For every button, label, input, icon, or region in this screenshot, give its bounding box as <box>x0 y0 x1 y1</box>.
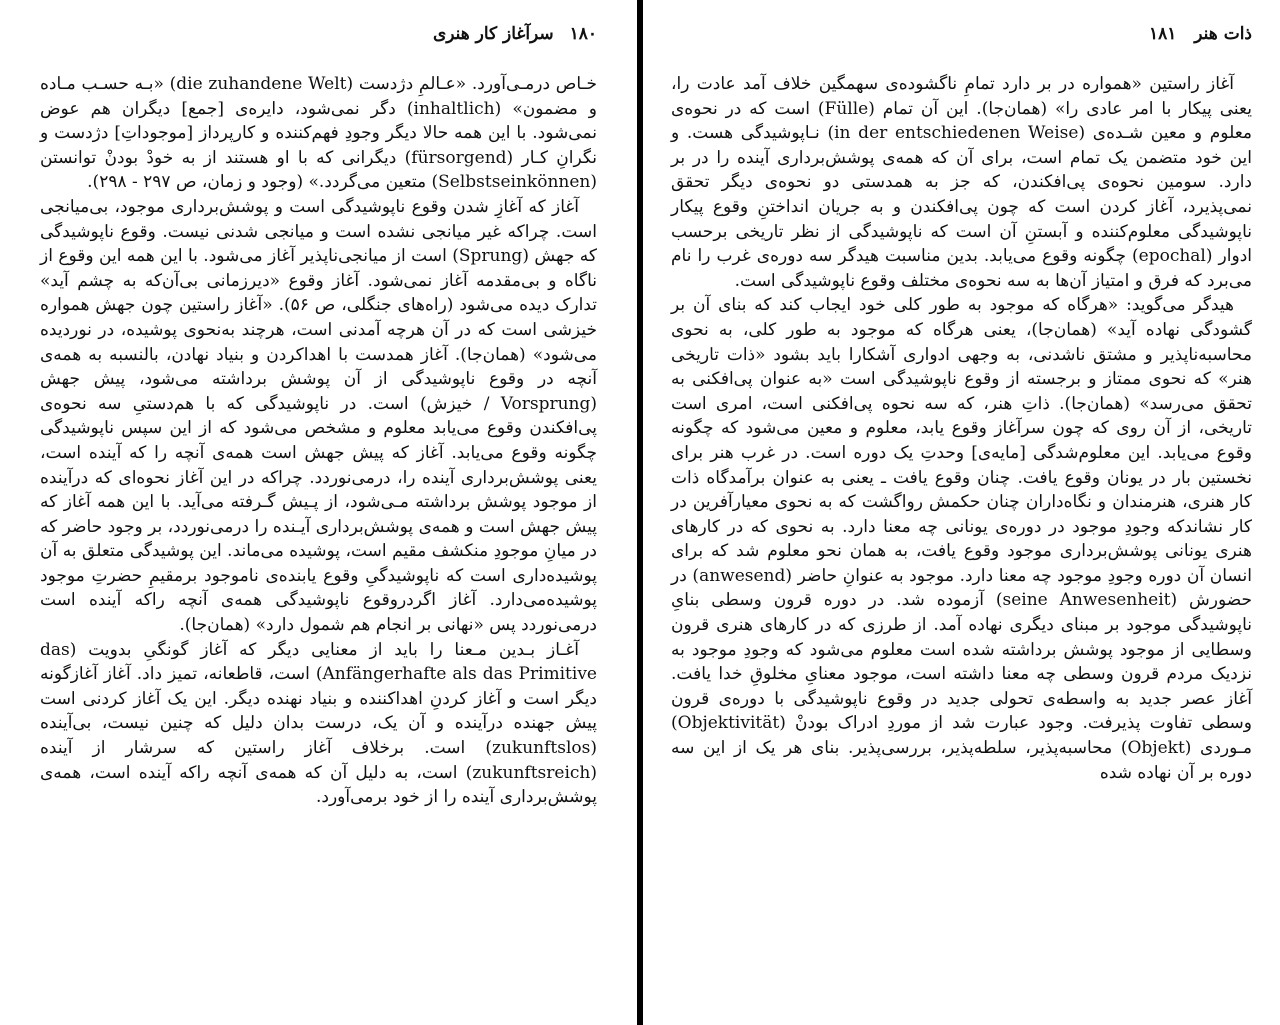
left-paragraph-3: آغـاز بـدین مـعنا را باید از معنایی دیگر که آغاز گونگیِ بدویت (das Anfängerhafte als das Primitive) است، قاطعانه، تمیز داد. آغاز آغازگونه دیگر است و آغاز کردنِ اهداکننده و بنیاد نهنده دیگر. این یک آغاز کردنی است پیش جهنده درآینده و آن یک، درست بدان دلیل که چنین نیست، بی‌آینده (zukunftslos) است. برخلاف آغاز راستین که سرشار از آینده (zukunftsreich) است، به دلیل آن که همه‌ی آنچه راکه آینده است، همه‌ی پوشش‌برداری آینده را از خود برمی‌آورد. <box>40 639 597 808</box>
left-page-header <box>433 24 597 44</box>
left-paragraph-2: آغاز که آغازِ شدن وقوع ناپوشیدگی است و پوشش‌برداری موجود، بی‌میانجی است. چراکه غیر میانجی نشده است و میانجی شدنی نیست. وقوع ناپوشیدگی که جهش (Sprung) است از میانجی‌ناپذیر آغاز می‌شود. با این همه این وقوع از ناگاه و بی‌مقدمه آغاز نمی‌شود. آغاز وقوع «دیرزمانی بی‌آن‌که به چشم آید» تدارک دیده می‌شود (راه‌های جنگلی، ص ۵۶). «آغاز راستین چون جهش همواره خیزشی است که در آن هرچه آمدنی است، هرچند به‌نحوی پوشیده، در نوردیده می‌شود» (همان‌جا). آغاز همدست با اهداکردن و بنیاد نهادن، بالنسبه به همه‌ی آنچه در وقوع ناپوشیدگی از آن پوشش برداشته می‌شود، پیش جهش (Vorsprung / خیزش) است. در ناپوشیدگی که با هم‌دستیِ سه نحوه‌ی پی‌افکندن وقوع می‌یابد معلوم و مشخص می‌شود که از این سپس ناپوشیدگی چگونه وقوع می‌یابد. آغاز که پیش جهش است همه‌ی آنچه را که آینده است، یعنی پوشش‌برداری آینده را، درمی‌نوردد. چراکه در این آغاز نحوه‌ای که درآینده از موجود پوشش برداشته مـی‌شود، از پـیش گـرفته می‌آید. با این همه آغاز که پیش جهش است و همه‌ی پوشش‌برداری آیـنده را درمی‌نوردد، بر وجود حاضر که در میانِ موجودِ منکشف مقیم است، پوشیده می‌ماند. این پوشیدگی متعلق به آن پوشیده‌داری است که ناپوشیدگیِ وقوع یابنده‌ی ناموجود برمقیمِ حضرتِ موجود پوشیده‌می‌دارد. آغاز اگردروقوع ناپوشیدگی همه‌ی آنچه راکه آینده است درمی‌نوردد پس «نهانی بر انجام هم شمول دارد» (همان‌جا). <box>40 196 598 636</box>
right-paragraph-2: هیدگر می‌گوید: «هرگاه که موجود به طور کلی خود ایجاب کند که بنای آن بر گشودگی نهاده آید» (همان‌جا)، یعنی هرگاه که موجود به طور کلی، به نحوی محاسبه‌ناپذیر و مشتق ناشدنی، به وجهی ادواری آشکارا باید بشود «ذات تاریخی هنر» که نحوی ممتاز و برجسته از وقوع ناپوشیدگی است «به عنوان پی‌افکنی به تحقق می‌رسد» (همان‌جا). ذاتِ هنر، که سه نحوه پی‌افکنی است، امری است تاریخی، از آن روی که چون سرآغاز وقوع یابد، معلوم و معین می‌شود که چگونه وقوع می‌یابد. این معلوم‌شدگی [مایه‌ی] وحدتِ یک دوره است. در غرب هنر برای نخستین بار در یونان وقوع یافت. چنان وقوع یافت ـ یعنی به عنوان برآمدگاه ذات کار هنری، هنرمندان و نگاه‌داران چنان حکمش رواگشت که به نحوی معیارآفرین در کار نشاندکه وجودِ موجود در دوره‌ی یونانی چه معنا دارد. به نحوی که در کارهای هنری یونانی پوشش‌برداری موجود وقوع یافت، به همان نحو معلوم شد که برای انسان آن دوره وجودِ موجود چه معنا دارد. موجود به عنوانِ حاضر (anwesend) در حضورش (seine Anwesenheit) آزموده شد. در دوره قرون وسطی بنایِ ناپوشیدگی موجود بر مبنای دیگری نهاده آمد. از طرزی که در کارهای هنری قرون وسطایی از موجود پوشش برداشته شده است معلوم می‌شود که وجودِ موجود به نزدیک مردم قرون وسطی چه معنا داشته است، موجود معنایِ مخلوقِ خدا یافت. آغاز عصر جدید به واسطه‌ی تحولی جدید در وقوع ناپوشیدگی با دوره‌ی قرون وسطی تفاوت پذیرفت. وجود عبارت شد از موردِ ادراک بودنْ (Objektivität) مـوردی (Objekt) محاسبه‌پذیر، سلطه‌پذیر، بررسی‌پذیر. بنای هر یک از این سه دوره بر آن نهاده شده <box>671 295 1252 783</box>
right-page-number: ۱۸۱ <box>1148 24 1177 44</box>
right-page-body <box>671 72 1252 785</box>
left-page <box>0 0 637 1025</box>
left-running-title: سرآغاز کار هنری <box>432 24 554 44</box>
right-page <box>643 0 1280 1025</box>
right-page-header <box>1149 24 1252 44</box>
left-page-body <box>40 72 597 810</box>
left-page-number: ۱۸۰ <box>569 24 597 44</box>
right-paragraph-1: آغاز راستین «همواره در بر دارد تمامِ ناگشوده‌ی سهمگین خلاف آمد عادت را، یعنی پیکار با امر عادی را» (همان‌جا). این آن تمام (Fülle) است که در نحوه‌ی معلوم و معین شـده‌ی (in der entschiedenen Weise) نـاپوشیدگی هست. و این خود متضمن یک تمام است، برای آن که همه‌ی پوشش‌برداری آینده را در بر دارد. سومین نحوه‌ی پی‌افکندن، که جز به همدستی دو نحوه‌ی دیگر تحقق نمی‌پذیرد، آغاز کردن است که چون پی‌افکندن و به جریان انداختنِ وقوع پیکار ناپوشیدگی معلوم‌کننده و آبستنِ آن است که ناپوشیدگی از نظر تاریخی برحسب ادوار (epochal) چگونه وقوع می‌یابد. بدین مناسبت هیدگر سه دوره‌ی غرب را نام می‌برد که فرق و امتیاز آن‌ها به سه نحوه‌ی مختلف وقوع ناپوشیدگی است. <box>671 74 1253 291</box>
left-paragraph-1: خـاص درمـی‌آورد. «عـالمِ دژدست (die zuhandene Welt) «بـه حسـب مـاده و مضمون» (inhaltlich) دگر نمی‌شود، دایره‌ی [جمع] دیگران هم عوض نمی‌شود. با این همه حالا دیگر وجودِ فهم‌کننده و کارپرداز [موجوداتِ] دژدست و نگرانِ کـار (fürsorgend) دیگرانی که با او هستند از به خودْ بودنْ توانستن (Selbstseinkönnen) متعین می‌گردد.» (وجود و زمان، ص ۲۹۷ - ۲۹۸). <box>40 74 598 193</box>
right-running-title: ذات هنر <box>1194 24 1252 44</box>
